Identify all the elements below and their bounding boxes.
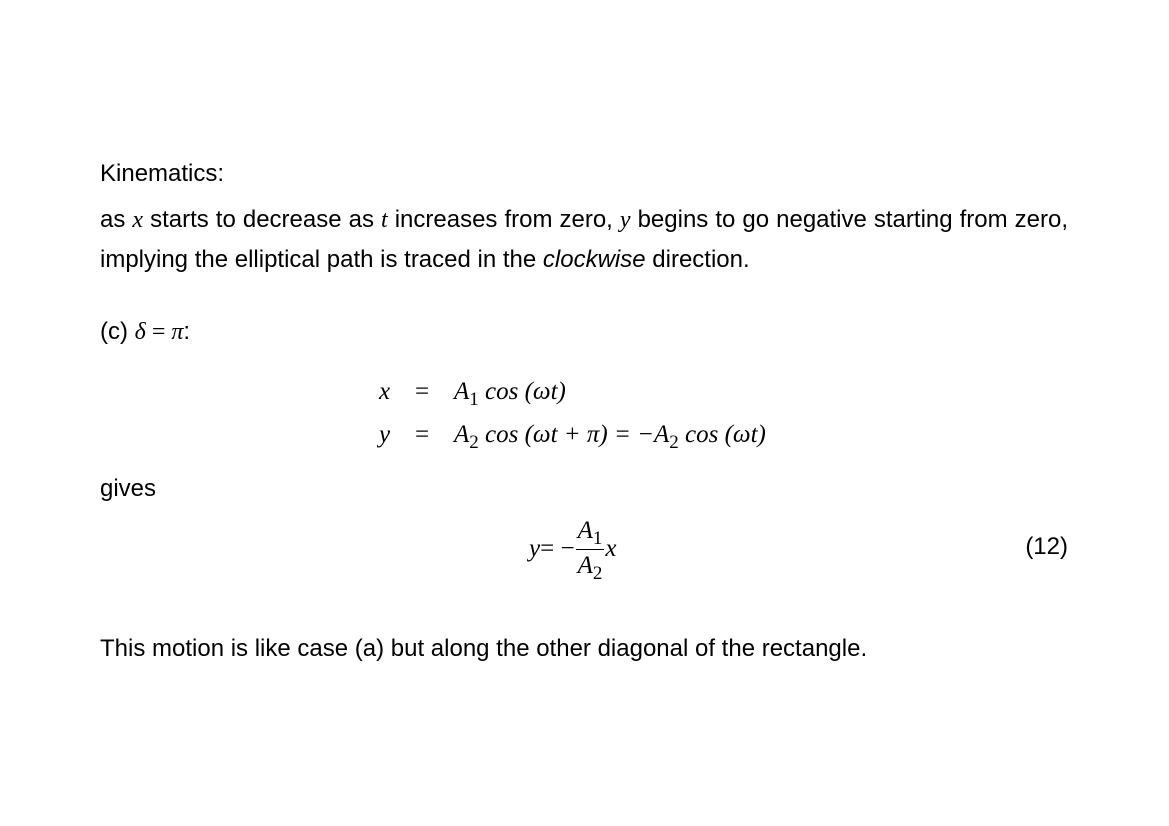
var-y: y <box>619 207 631 233</box>
heading-kinematics: Kinematics: <box>100 160 225 187</box>
fraction: $\frac{A_1}{A_2}$ <box>577 516 603 584</box>
eq-row1-rhs: $A_1$ cos (ωt) <box>454 378 566 410</box>
display-equation-12: y = − $\frac{A_1}{A_2}$ x <box>529 516 617 584</box>
eq-row2-equals: = <box>415 421 430 448</box>
var-t: t <box>381 207 388 233</box>
equation-number: (12) <box>1025 533 1068 560</box>
emphasis-clockwise: clockwise <box>542 246 646 273</box>
text-gives: gives <box>100 475 157 502</box>
var-x: x <box>132 207 144 233</box>
case-c-heading: (c) δ = π: <box>100 318 191 345</box>
eq-row2-rhs: $A_2$ $\cos (\omega t + \pi) = -A_2$ cos (ωt) <box>454 421 766 453</box>
eq-row1-equals: = <box>415 378 430 405</box>
conclusion-text: This motion is like case (a) but along the other diagonal of the rectangle. <box>100 635 868 662</box>
eq-row2-lhs: y <box>379 421 391 448</box>
eq-row1-lhs: x <box>379 378 391 405</box>
paragraph-kinematics: as x starts to decrease as t increases from zero, y begins to go negative starting from zero, implying the elliptical path is traced in the clockwise direction. <box>100 206 1069 273</box>
